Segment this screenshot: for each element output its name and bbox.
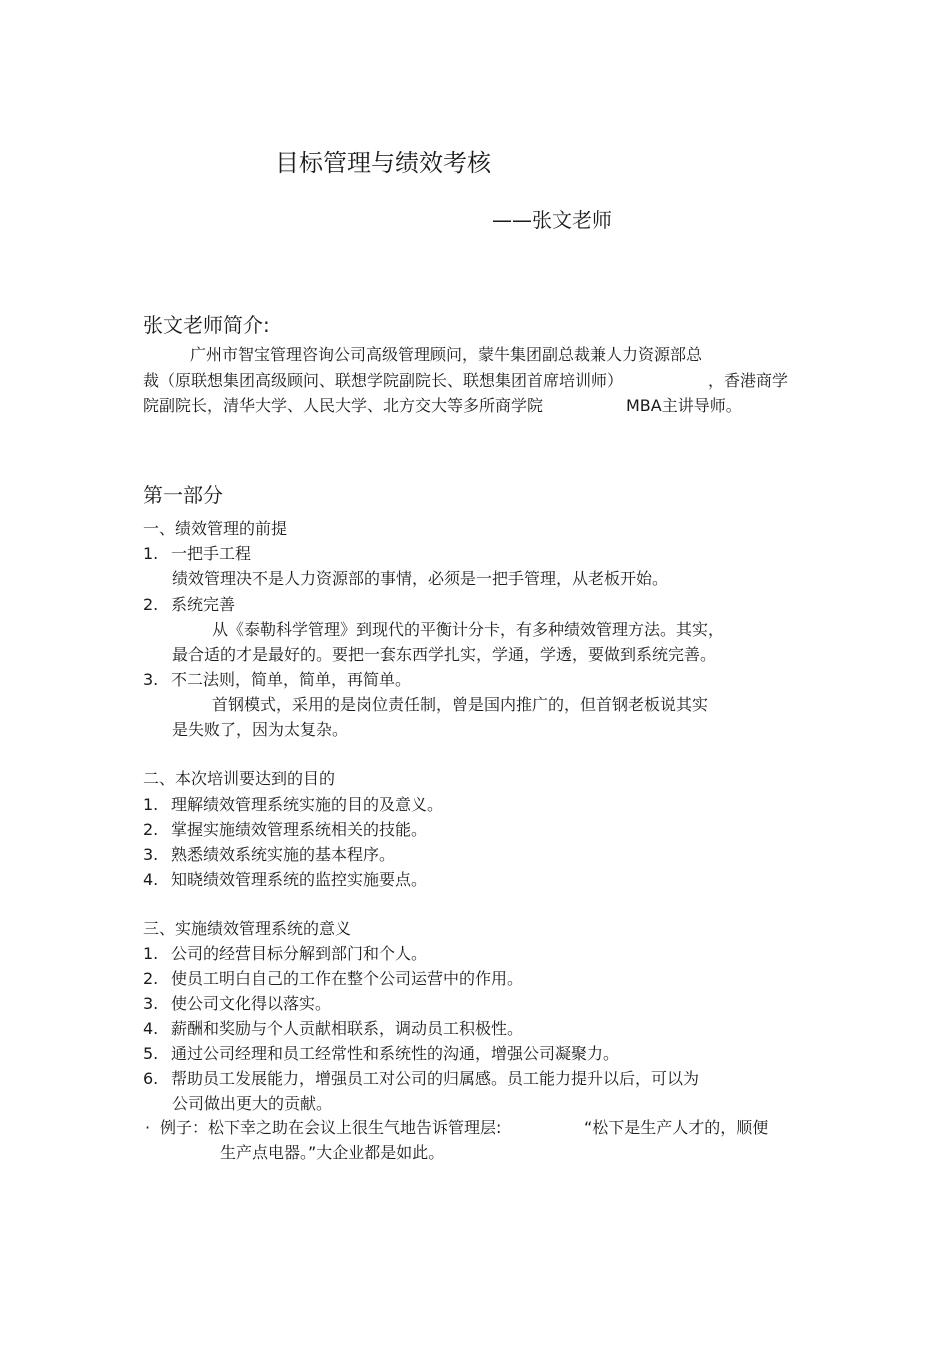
item-number: 1. <box>143 795 159 814</box>
section-heading: 一、绩效管理的前提 <box>143 519 288 538</box>
example-line: 生产点电器。”大企业都是如此。 <box>220 1143 445 1162</box>
item-text: 掌握实施绩效管理系统相关的技能。 <box>171 820 428 839</box>
item-continuation: 公司做出更大的贡献。 <box>172 1094 333 1113</box>
intro-line: MBA主讲导师。 <box>626 396 742 415</box>
section-heading: 三、实施绩效管理系统的意义 <box>143 919 352 938</box>
item-number: 1. <box>143 544 159 563</box>
item-text: 公司的经营目标分解到部门和个人。 <box>171 944 428 963</box>
list-item <box>143 867 427 893</box>
intro-heading: 张文老师简介: <box>143 313 270 337</box>
item-number: 4. <box>143 1019 159 1038</box>
list-item <box>143 1016 523 1042</box>
item-number: 1. <box>143 944 159 963</box>
item-title: 不二法则，简单，简单，再简单。 <box>171 670 412 689</box>
item-number: 3. <box>143 670 159 689</box>
item-title: 一把手工程 <box>171 544 252 563</box>
item-number: 3. <box>143 845 159 864</box>
item-number: 2. <box>143 969 159 988</box>
intro-line: 裁（原联想集团高级顾问、联想学院副院长、联想集团首席培训师） <box>143 371 624 390</box>
list-item <box>143 792 443 818</box>
item-number: 4. <box>143 870 159 889</box>
item-body: 首钢模式，采用的是岗位责任制，曾是国内推广的，但首钢老板说其实 <box>212 695 709 714</box>
list-item <box>143 991 331 1017</box>
item-text: 通过公司经理和员工经常性和系统性的沟通，增强公司凝聚力。 <box>171 1044 620 1063</box>
part-heading: 第一部分 <box>143 483 223 507</box>
item-text: 熟悉绩效系统实施的基本程序。 <box>171 845 396 864</box>
example-bullet: · <box>145 1118 151 1137</box>
intro-line: ，香港商学 <box>708 371 789 390</box>
intro-line: 院副院长，清华大学、人民大学、北方交大等多所商学院 <box>143 396 544 415</box>
item-number: 5. <box>143 1044 159 1063</box>
item-body: 是失败了，因为太复杂。 <box>172 720 349 739</box>
item-body: 最合适的才是最好的。要把一套东西学扎实，学通，学透，要做到系统完善。 <box>172 645 717 664</box>
example-line: “松下是生产人才的，顺便 <box>584 1118 769 1137</box>
item-text: 理解绩效管理系统实施的目的及意义。 <box>171 795 444 814</box>
item-number: 2. <box>143 595 159 614</box>
section-heading: 二、本次培训要达到的目的 <box>143 769 336 788</box>
item-body: 从《泰勒科学管理》到现代的平衡计分卡，有多种绩效管理方法。其实， <box>212 620 725 639</box>
list-item <box>143 817 427 843</box>
list-item <box>143 592 235 618</box>
item-text: 帮助员工发展能力，增强员工对公司的归属感。员工能力提升以后，可以为 <box>171 1069 700 1088</box>
list-item <box>143 941 427 967</box>
example-line: 例子：松下幸之助在会议上很生气地告诉管理层: <box>160 1118 502 1137</box>
list-item <box>143 1066 699 1092</box>
list-item <box>143 541 251 567</box>
item-text: 使员工明白自己的工作在整个公司运营中的作用。 <box>171 969 524 988</box>
item-number: 2. <box>143 820 159 839</box>
intro-line: 广州市智宝管理咨询公司高级管理顾问，蒙牛集团副总裁兼人力资源部总 <box>190 345 703 364</box>
list-item <box>143 667 411 693</box>
author-line: ——张文老师 <box>492 208 612 232</box>
list-item <box>143 1041 619 1067</box>
item-number: 3. <box>143 994 159 1013</box>
item-body: 绩效管理决不是人力资源部的事情，必须是一把手管理，从老板开始。 <box>172 569 669 588</box>
item-text: 知晓绩效管理系统的监控实施要点。 <box>171 870 428 889</box>
document-title: 目标管理与绩效考核 <box>275 149 491 177</box>
item-text: 使公司文化得以落实。 <box>171 994 332 1013</box>
list-item <box>143 966 523 992</box>
item-number: 6. <box>143 1069 159 1088</box>
item-title: 系统完善 <box>171 595 236 614</box>
list-item <box>143 842 395 868</box>
item-text: 薪酬和奖励与个人贡献相联系，调动员工积极性。 <box>171 1019 524 1038</box>
